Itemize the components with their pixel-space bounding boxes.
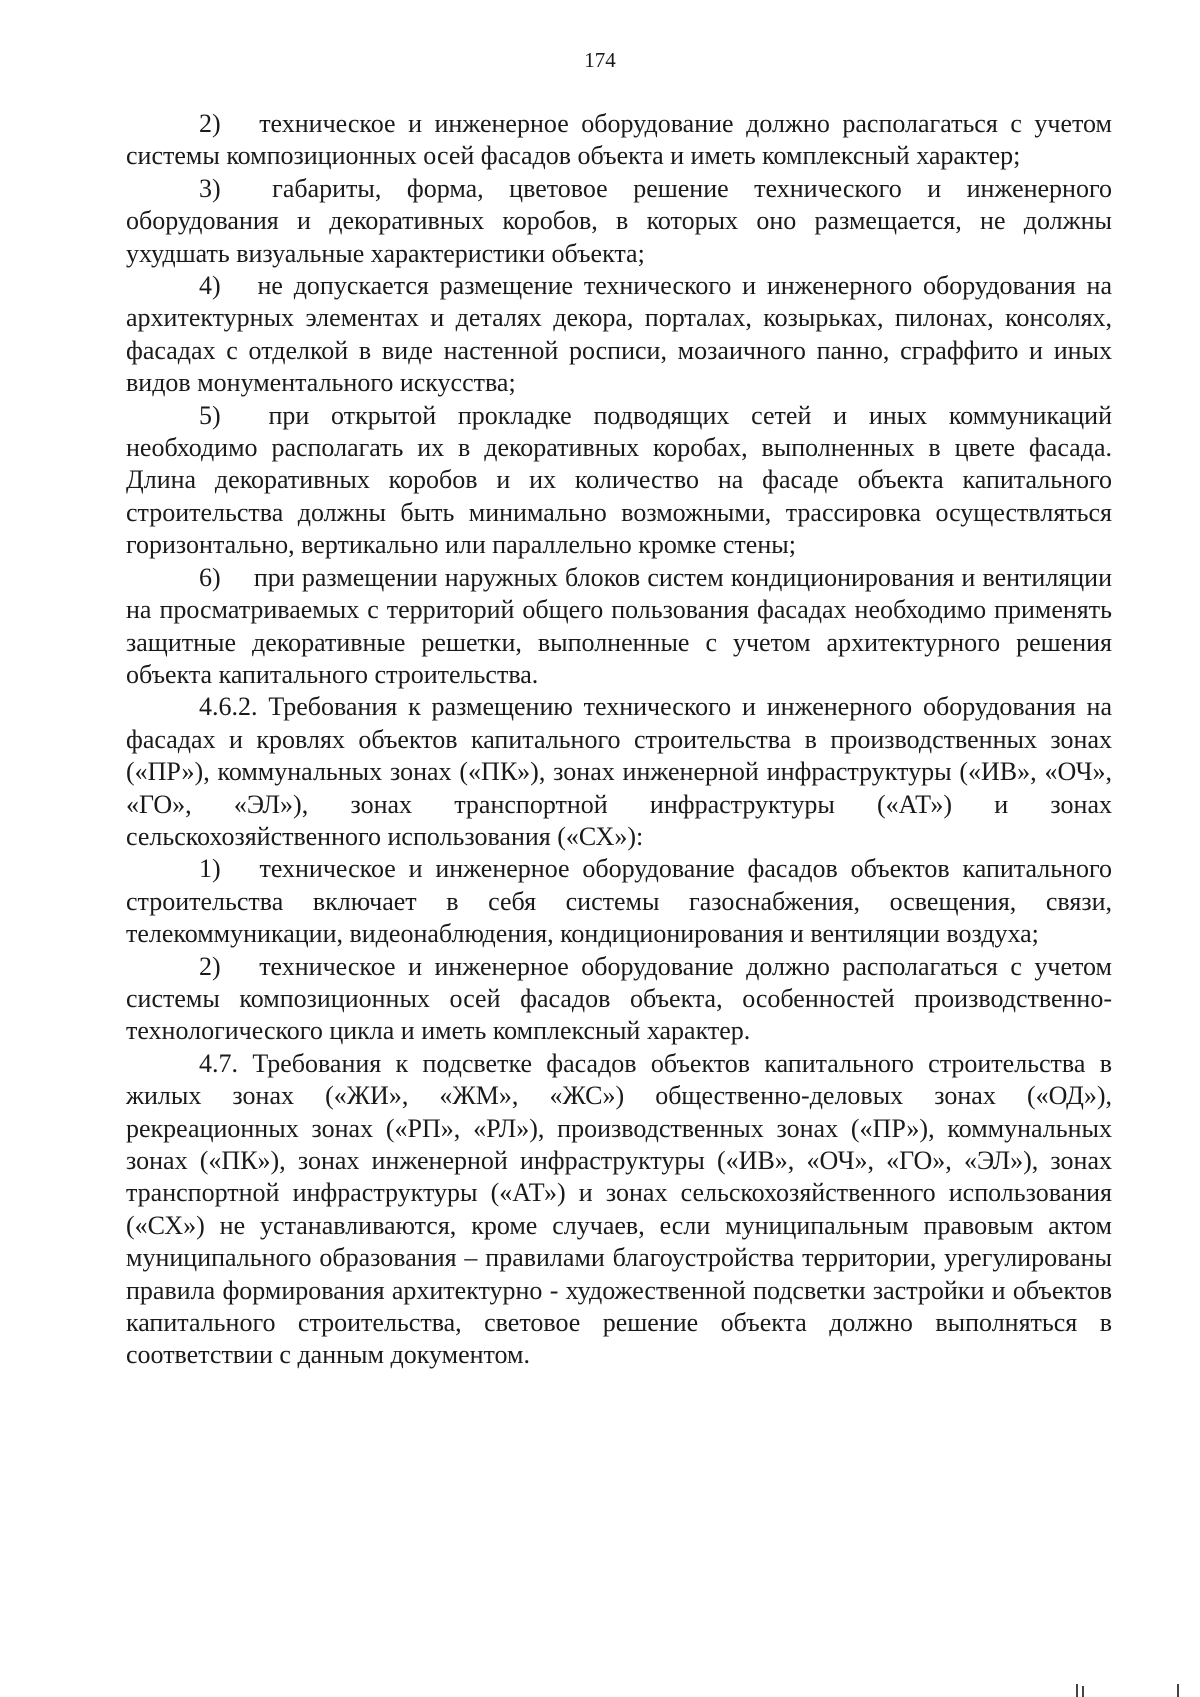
section-4-6-2-heading: 4.6.2. Требования к размещению технического и инженерного оборудования на фасадах и кровлях объектов капитального строительства в производственных зонах («ПР»), коммунальных зонах («ПК»), зонах инженерной инфраструктуры («ИВ», «ОЧ», «ГО», «ЭЛ»), зонах транспортной инфраструктуры («АТ») и зонах сельскохозяйственного использования («СХ»): bbox=[126, 692, 1112, 851]
scan-artifact-mark bbox=[1076, 1684, 1078, 1697]
list-item-2-equipment-axes: 2) техническое и инженерное оборудование должно располагаться с учетом системы композиционных осей фасадов объекта и иметь комплексный характер; bbox=[126, 109, 1112, 171]
document-body bbox=[126, 108, 1112, 1372]
section-4-7-lighting: 4.7. Требования к подсветке фасадов объектов капитального строительства в жилых зонах («ЖИ», «ЖМ», «ЖС») общественно-деловых зонах («ОД»), рекреационных зонах («РП», «РЛ»), производственных зонах («ПР»), коммунальных зонах («ПК»), зонах инженерной инфраструктуры («ИВ», «ОЧ», «ГО», «ЭЛ»), зонах транспортной инфраструктуры («АТ») и зонах сельскохозяйственного использования («СХ») не устанавливаются, кроме случаев, если муниципальным правовым актом муниципального образования – правилами благоустройства территории, урегулированы правила формирования архитектурно - художественной подсветки застройки и объектов капитального строительства, световое решение объекта должно выполняться в соответствии с данным документом. bbox=[126, 1048, 1112, 1370]
list-item-5-networks: 5) при открытой прокладке подводящих сетей и иных коммуникаций необходимо располагать их в декоративных коробах, выполненных в цвете фасада. Длина декоративных коробов и их количество на фасаде объекта капитального строительства должны быть минимально возможными, трассировка осуществляться горизонтально, вертикально или параллельно кромке стены; bbox=[126, 400, 1112, 560]
list-item-2-production-cycle: 2) техническое и инженерное оборудование должно располагаться с учетом системы композиционных осей фасадов объекта, особенностей производственно-технологического цикла и иметь комплексный характер. bbox=[126, 951, 1112, 1046]
list-item-4-prohibition: 4) не допускается размещение технического и инженерного оборудования на архитектурных элементах и деталях декора, порталах, козырьках, пилонах, консолях, фасадах с отделкой в виде настенной росписи, мозаичного панно, сграффито и иных видов монументального искусства; bbox=[126, 271, 1112, 398]
list-item-3-dimensions: 3) габариты, форма, цветовое решение технического и инженерного оборудования и декоративных коробов, в которых оно размещается, не должны ухудшать визуальные характеристики объекта; bbox=[126, 173, 1112, 268]
page-number: 174 bbox=[584, 48, 616, 72]
list-item-6-air-conditioning: 6) при размещении наружных блоков систем кондиционирования и вентиляции на просматриваемых с территорий общего пользования фасадах необходимо применять защитные декоративные решетки, выполненные с учетом архитектурного решения объекта капитального строительства. bbox=[126, 562, 1112, 689]
scan-artifact-mark bbox=[1082, 1686, 1084, 1697]
list-item-1-equipment-includes: 1) техническое и инженерное оборудование фасадов объектов капитального строительства включает в себя системы газоснабжения, освещения, связи, телекоммуникации, видеонаблюдения, кондиционирования и вентиляции воздуха; bbox=[126, 854, 1112, 949]
scan-artifact-mark bbox=[1177, 1684, 1179, 1697]
